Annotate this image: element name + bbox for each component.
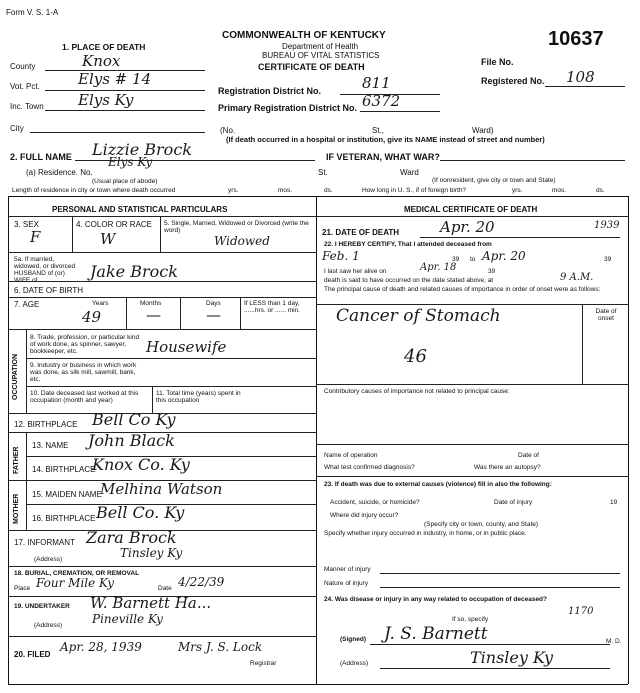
registrar-signature: Mrs J. S. Lock: [178, 640, 263, 654]
rule: [380, 587, 620, 588]
dob-label: 6. DATE OF BIRTH: [14, 286, 84, 295]
if-so-label: If so, specify: [452, 616, 489, 623]
inc-town-label: Inc. Town: [10, 102, 44, 111]
yrs-2: yrs.: [512, 187, 523, 194]
rule: [8, 566, 316, 567]
age-days-value: —: [206, 306, 221, 324]
autopsy-label: Was there an autopsy?: [474, 464, 541, 471]
death-said-label: death is said to have occurred on the date stated above, at: [324, 277, 494, 284]
color-value: W: [100, 230, 116, 248]
rule: [316, 444, 628, 445]
code-value: 1170: [568, 606, 594, 617]
vot-pct-label: Vot. Pct.: [10, 82, 40, 91]
mother-birthplace-label: 16. BIRTHPLACE: [32, 514, 96, 523]
place-of-death-heading: 1. PLACE OF DEATH: [62, 42, 146, 52]
date-of-death-year: 1939: [594, 220, 620, 231]
rule: [26, 386, 316, 387]
date-injury-year: 19: [610, 499, 618, 506]
rule: [8, 281, 316, 282]
burial-date-value: 4/22/39: [178, 575, 225, 589]
medical-heading: MEDICAL CERTIFICATE OF DEATH: [404, 205, 538, 214]
accident-label: Accident, suicide, or homicide?: [330, 499, 420, 506]
mos-2: mos.: [552, 187, 567, 194]
rule: [380, 573, 620, 574]
rule: [8, 297, 316, 298]
marital-label: 5. Single, Married, Widowed or Divorced (write the word): [164, 220, 309, 234]
primary-reg-district-value: 6372: [362, 92, 401, 110]
maiden-name-label: 15. MAIDEN NAME: [32, 490, 102, 499]
total-time-label: 11. Total time (years) spent in this occupation: [156, 390, 241, 404]
city-label: City: [10, 124, 24, 133]
rule: [380, 668, 610, 669]
color-label: 4. COLOR OR RACE: [76, 220, 153, 229]
rule: [126, 297, 127, 329]
mother-side-label: MOTHER: [13, 493, 20, 524]
ds-2: ds.: [596, 187, 605, 194]
sex-label: 3. SEX: [14, 220, 39, 229]
reg-district-value: 811: [362, 74, 391, 92]
maiden-name-value: Melhina Watson: [100, 480, 223, 498]
rule: [440, 160, 625, 161]
attended-from: Feb. 1: [322, 249, 360, 263]
undertaker-address-value: Pineville Ky: [92, 612, 163, 626]
full-name-value: Lizzie Brock: [92, 140, 192, 159]
rule: [420, 237, 620, 238]
reg-district-label: Registration District No.: [218, 86, 322, 96]
how-long-us: How long in U. S., if of foreign birth?: [362, 187, 467, 194]
occupation-related-label: 24. Was disease or injury in any way related to occupation of deceased?: [324, 596, 547, 603]
marital-value: Widowed: [214, 234, 270, 248]
age-months-value: —: [146, 306, 161, 324]
date-injury-label: Date of injury: [494, 499, 533, 506]
cause-value: Cancer of Stomach: [336, 306, 501, 326]
burial-place-value: Four Mile Ky: [36, 576, 115, 590]
father-birthplace-value: Knox Co. Ky: [92, 455, 190, 474]
md-label: M. D.: [606, 638, 622, 645]
rule: [8, 636, 316, 637]
inc-town-value: Elys Ky: [78, 91, 134, 109]
vot-pct-value: Elys # 14: [78, 70, 152, 88]
file-stamp-number: 10637: [548, 28, 604, 50]
rule: [180, 297, 181, 329]
operation-date-label: Date of: [518, 452, 539, 459]
cause-code: 46: [404, 346, 427, 367]
no-label: (No.: [220, 126, 236, 135]
usual-place: (Usual place of abode): [92, 178, 158, 185]
state-title: COMMONWEALTH OF KENTUCKY: [222, 30, 386, 41]
undertaker-address-label: (Address): [34, 622, 63, 629]
burial-label: 18. BURIAL, CREMATION, OR REMOVAL: [14, 570, 140, 577]
manner-label: Manner of injury: [324, 566, 371, 573]
if-less-label: If LESS than 1 day, ......hrs. or ...... min.: [244, 300, 300, 314]
rule: [8, 252, 316, 253]
father-side-label: FATHER: [13, 446, 20, 474]
informant-value: Zara Brock: [86, 528, 177, 547]
length-residence: Length of residence in city or town where death occurred: [12, 187, 176, 194]
hospital-note: (If death occurred in a hospital or institution, give its NAME instead of street and number): [226, 135, 545, 144]
rule: [152, 386, 153, 413]
registered-no-label: Registered No.: [481, 76, 545, 86]
father-birthplace-label: 14. BIRTHPLACE: [32, 465, 96, 474]
rule: [316, 476, 628, 477]
attended-to-label: to: [470, 256, 476, 263]
rule: [26, 329, 27, 413]
operation-label: Name of operation: [324, 452, 378, 459]
rule: [72, 216, 73, 252]
physician-address-value: Tinsley Ky: [470, 648, 553, 667]
last-worked-label: 10. Date deceased last worked at this occupation (month and year): [30, 390, 139, 404]
yrs-1: yrs.: [228, 187, 239, 194]
rule: [316, 384, 628, 385]
months-label: Months: [140, 300, 162, 307]
attended-from-year: 39: [452, 256, 460, 263]
undertaker-value: W. Barnett Ha...: [90, 594, 212, 612]
form-number: Form V. S. 1-A: [6, 8, 59, 17]
industry-label: 9. Industry or business in which work was done, as silk mill, sawmill, bank, etc.: [30, 362, 137, 383]
bureau-title: BUREAU OF VITAL STATISTICS: [262, 51, 380, 60]
residence-value: Elys Ky: [108, 155, 153, 169]
full-name-label: 2. FULL NAME: [10, 152, 72, 162]
filed-value: Apr. 28, 1939: [60, 640, 142, 654]
age-years-value: 49: [82, 308, 102, 326]
death-time: 9 A.M.: [560, 272, 594, 283]
section-header-line: [8, 216, 628, 217]
informant-label: 17. INFORMANT: [14, 538, 75, 547]
bottom-border: [8, 684, 628, 685]
personal-heading: PERSONAL AND STATISTICAL PARTICULARS: [52, 205, 228, 214]
residence-ward-label: Ward: [400, 168, 419, 177]
birthplace-value: Bell Co Ky: [92, 410, 176, 429]
county-value: Knox: [82, 52, 121, 70]
trade-label: 8. Trade, profession, or particular kind of work done, as spinner, sawyer, bookkeeper, etc.: [30, 334, 140, 355]
date-of-death-label: 21. DATE OF DEATH: [322, 228, 400, 237]
last-saw-label: I last saw her alive on: [324, 268, 387, 275]
where-injury-label: Where did injury occur?: [330, 512, 399, 519]
county-label: County: [10, 62, 36, 71]
nature-label: Nature of injury: [324, 580, 369, 587]
principal-cause-note: The principal cause of death and related causes of importance in order of onset were as follows:: [324, 286, 601, 293]
rule: [30, 132, 205, 133]
primary-reg-district-label: Primary Registration District No.: [218, 103, 358, 113]
mos-1: mos.: [278, 187, 293, 194]
attended-to: Apr. 20: [482, 249, 526, 263]
burial-date-label: Date: [158, 585, 172, 592]
st-label: St.,: [372, 126, 385, 135]
residence-st-label: St.: [318, 168, 328, 177]
rule: [545, 86, 625, 87]
dept-title: Department of Health: [282, 42, 359, 51]
undertaker-label: 19. UNDERTAKER: [14, 603, 70, 610]
filed-label: 20. FILED: [14, 650, 51, 659]
date-onset-label: Date of onset: [595, 308, 617, 322]
registered-no-value: 108: [566, 68, 595, 86]
veteran-label: IF VETERAN, WHAT WAR?: [326, 152, 440, 162]
rule: [240, 297, 241, 329]
years-label: Years: [92, 300, 109, 307]
physician-signature: J. S. Barnett: [384, 624, 488, 644]
external-causes-label: 23. If death was due to external causes (violence) fill in also the following:: [324, 481, 552, 488]
informant-address-value: Tinsley Ky: [120, 546, 183, 560]
signed-label: (Signed): [340, 636, 366, 643]
burial-place-label: Place: [14, 585, 31, 592]
trade-value: Housewife: [146, 338, 227, 356]
right-border: [628, 196, 629, 684]
last-saw-year: 39: [488, 268, 496, 275]
physician-address-label: (Address): [340, 660, 369, 667]
rule: [45, 110, 205, 111]
certificate-title: CERTIFICATE OF DEATH: [258, 62, 365, 72]
specify-industry-label: Specify whether injury occurred in industry, in home, or in public place.: [324, 530, 527, 537]
ward-label: Ward): [472, 126, 494, 135]
attended-to-year: 39: [604, 256, 612, 263]
residence-label: (a) Residence. No.: [26, 168, 93, 177]
left-border: [8, 196, 9, 684]
days-label: Days: [206, 300, 221, 307]
occupation-side-label: OCCUPATION: [12, 353, 19, 400]
mother-birthplace-value: Bell Co. Ky: [96, 503, 185, 522]
ds-1: ds.: [324, 187, 333, 194]
column-divider: [316, 196, 317, 684]
rule: [582, 304, 583, 384]
spouse-label: 5a. If married, widowed, or divorced HUSBAND of (or): [14, 256, 76, 277]
file-no-label: File No.: [481, 57, 514, 67]
nonresident-note: (If nonresident, give city or town and State): [432, 177, 556, 184]
father-name-label: 13. NAME: [32, 441, 69, 450]
rule: [360, 111, 440, 112]
rule: [26, 358, 316, 359]
certify-label: 22. I HEREBY CERTIFY, That I attended deceased from: [324, 241, 492, 248]
rule: [8, 329, 316, 330]
rule: [160, 216, 161, 252]
test-label: What test confirmed diagnosis?: [324, 464, 415, 471]
rule: [26, 480, 27, 530]
age-label: 7. AGE: [14, 300, 40, 309]
divider-main: [8, 196, 628, 197]
registrar-label: Registrar: [250, 660, 277, 667]
rule: [370, 644, 610, 645]
father-name-value: John Black: [88, 431, 175, 450]
birthplace-label: 12. BIRTHPLACE: [14, 420, 78, 429]
contributory-label: Contributory causes of importance not related to principal cause:: [324, 388, 510, 395]
last-saw-value: Apr. 18: [420, 262, 457, 273]
date-of-death-value: Apr. 20: [440, 218, 495, 236]
informant-address-label: (Address): [34, 556, 63, 563]
spouse-value: Jake Brock: [90, 262, 178, 281]
specify-note: (Specify city or town, county, and State): [424, 521, 539, 528]
sex-value: F: [30, 228, 41, 246]
